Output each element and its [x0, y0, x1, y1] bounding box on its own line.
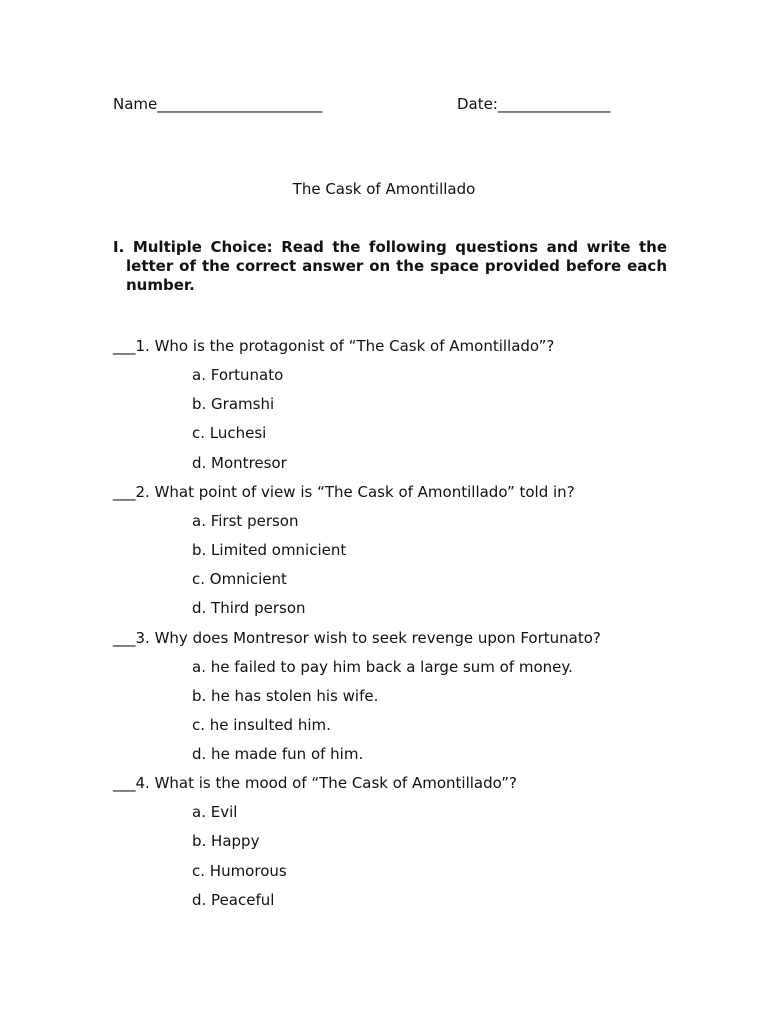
- option-1a: a. Fortunato: [192, 366, 284, 384]
- question-2: ___2. What point of view is “The Cask of Amontillado” told in?: [113, 482, 575, 501]
- question-list: [113, 335, 673, 918]
- question-1: ___1. Who is the protagonist of “The Cask of Amontillado”?: [113, 337, 555, 355]
- option-2d: d. Third person: [192, 599, 306, 618]
- option-3a: a. he failed to pay him back a large sum of money.: [192, 657, 573, 676]
- worksheet-title: The Cask of Amontillado: [292, 180, 476, 198]
- section-instructions: I. Multiple Choice: Read the following questions and write the letter of the correct answer on the space provided before each number.: [113, 238, 667, 294]
- option-3b: b. he has stolen his wife.: [192, 686, 379, 705]
- question-3: ___3. Why does Montresor wish to seek revenge upon Fortunato?: [113, 628, 601, 647]
- option-4c: c. Humorous: [192, 861, 287, 880]
- option-1d: d. Montresor: [192, 453, 287, 472]
- option-4b: b. Happy: [192, 832, 260, 851]
- option-3d: d. he made fun of him.: [192, 745, 364, 764]
- option-1c: c. Luchesi: [192, 424, 267, 443]
- option-1b: b. Gramshi: [192, 395, 275, 414]
- option-2b: b. Limited omnicient: [192, 540, 347, 559]
- option-2a: a. First person: [192, 511, 299, 530]
- question-4: ___4. What is the mood of “The Cask of Amontillado”?: [113, 774, 518, 793]
- header-line: [113, 93, 768, 115]
- option-3c: c. he insulted him.: [192, 715, 331, 734]
- option-2c: c. Omnicient: [192, 570, 287, 589]
- option-4d: d. Peaceful: [192, 890, 275, 909]
- name-field: Name______________________: [113, 95, 323, 113]
- date-field: Date:_______________: [457, 95, 611, 113]
- option-4a: a. Evil: [192, 803, 238, 822]
